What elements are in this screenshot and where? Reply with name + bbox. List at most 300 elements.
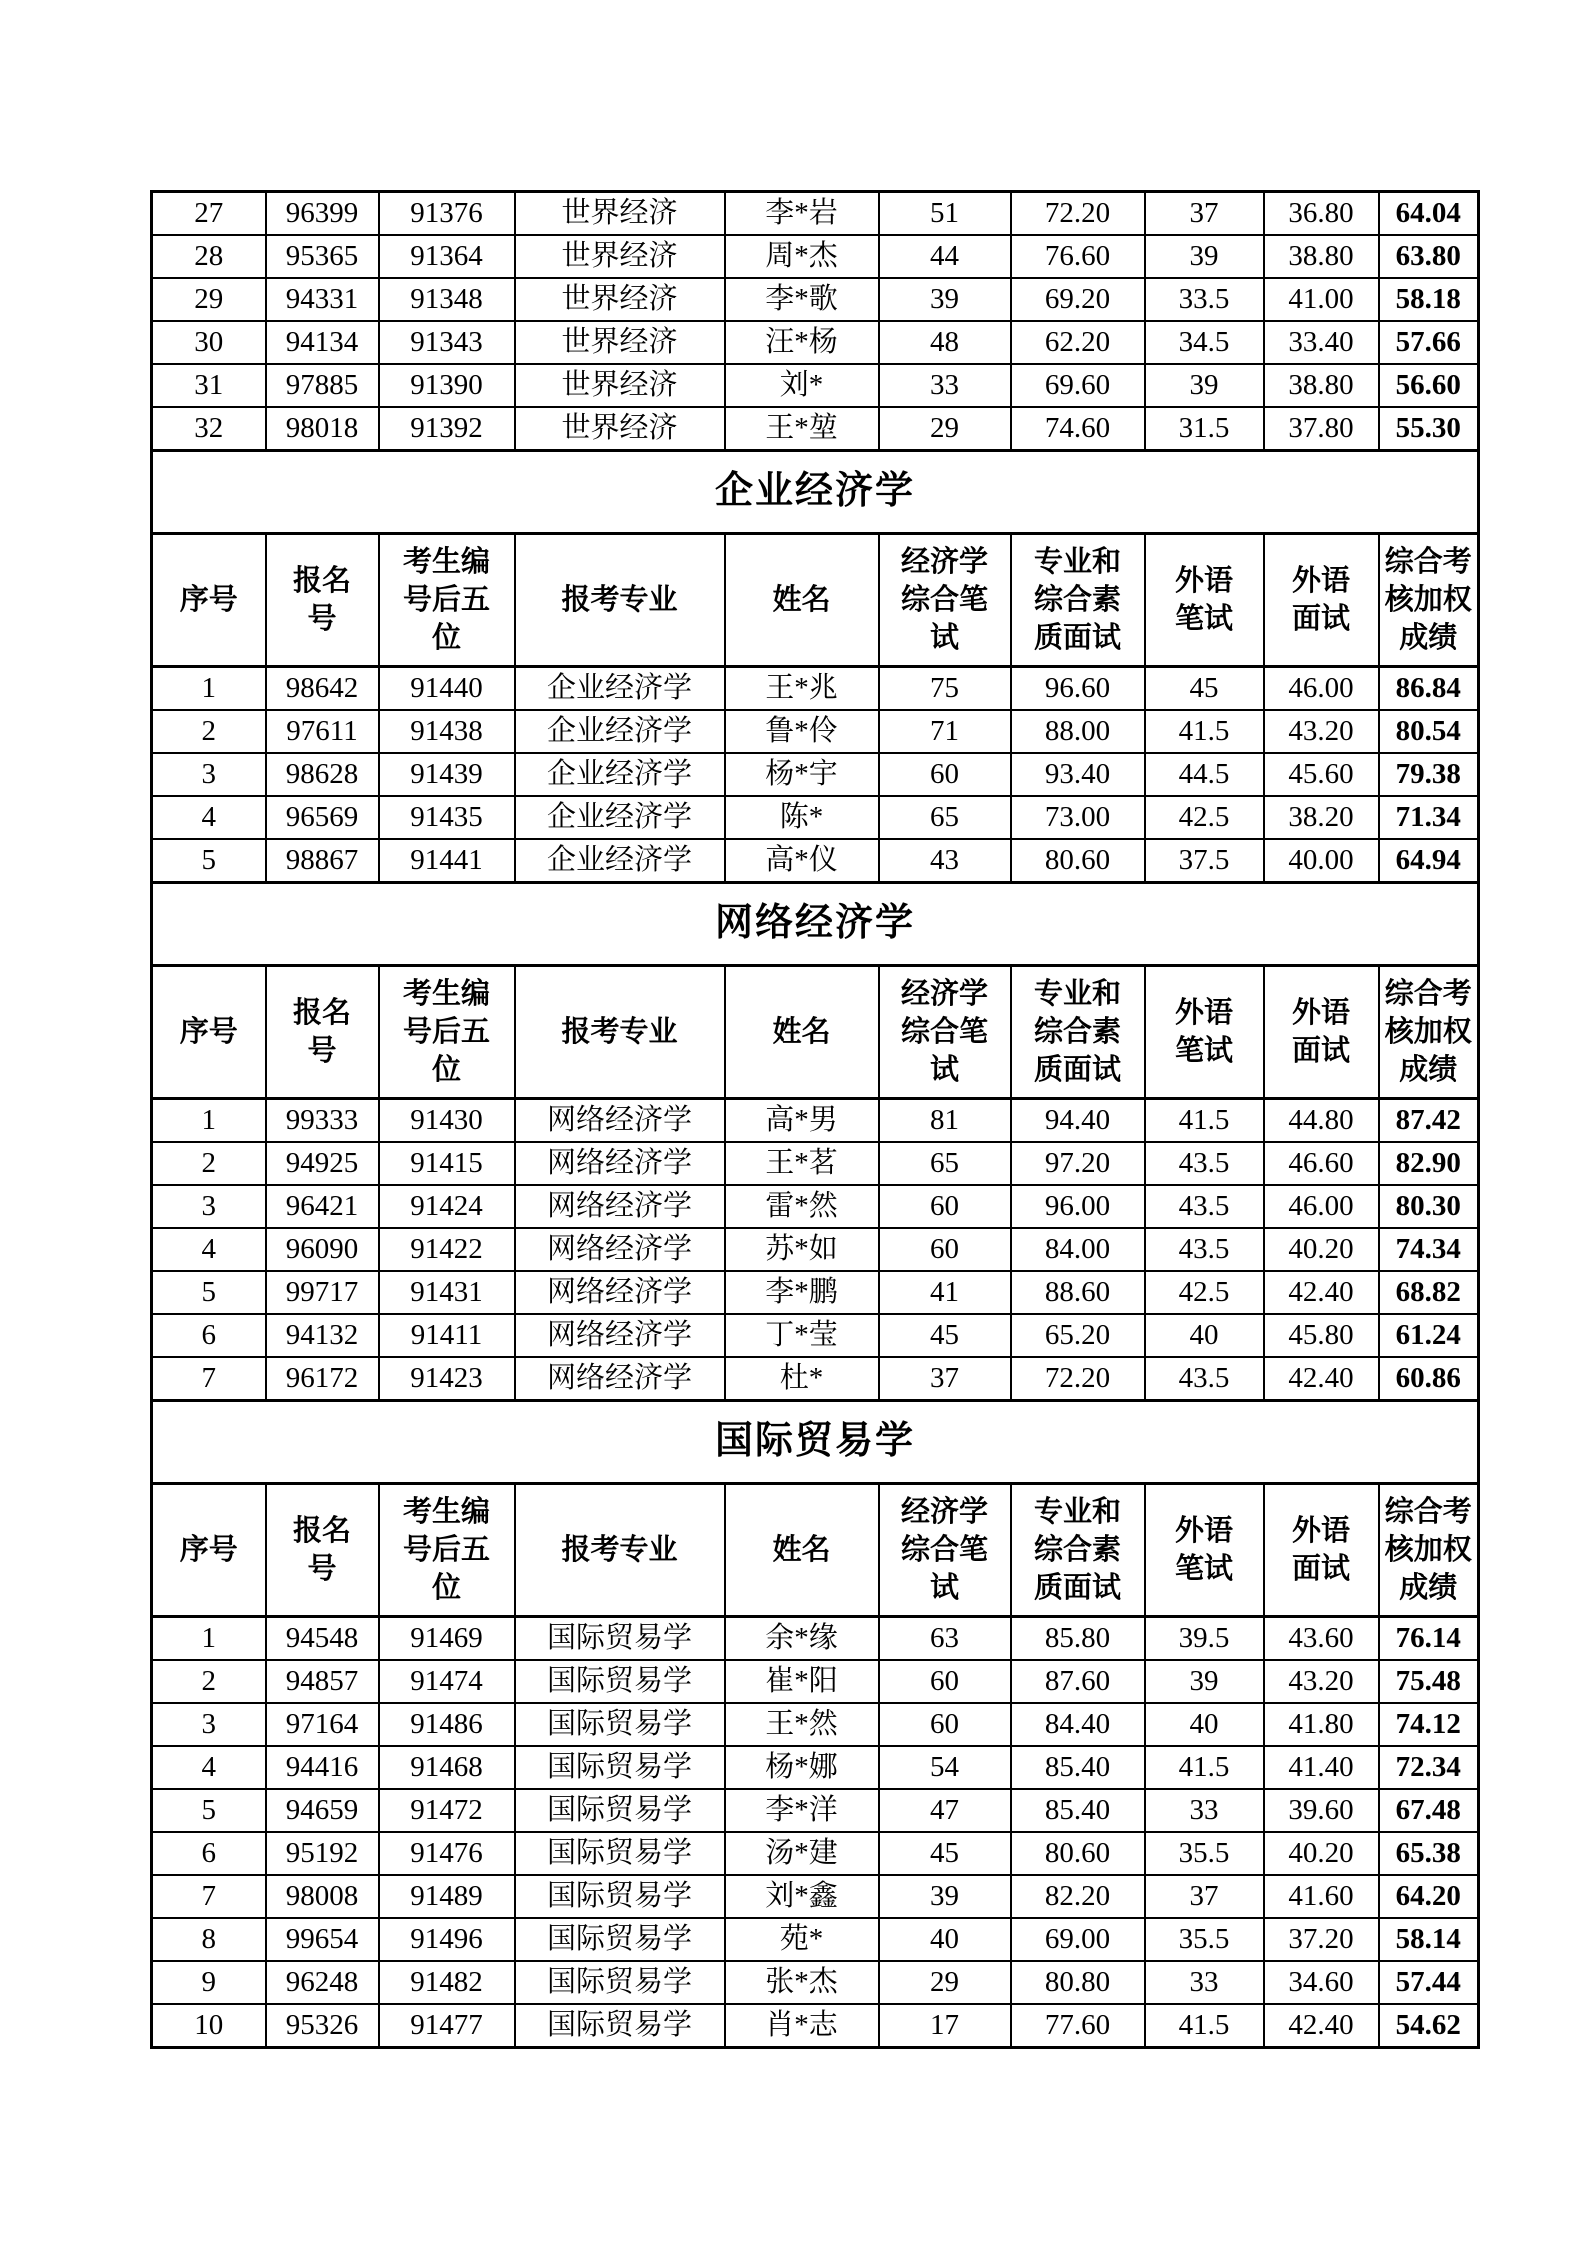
cell-weighted-score: 75.48 bbox=[1379, 1660, 1479, 1703]
column-header-major bbox=[515, 534, 725, 667]
cell-candidate-id5: 91423 bbox=[379, 1357, 515, 1401]
cell-major: 世界经济 bbox=[515, 192, 725, 236]
cell-seq: 5 bbox=[152, 1789, 266, 1832]
table-row bbox=[152, 192, 1479, 236]
cell-weighted-score: 57.44 bbox=[1379, 1961, 1479, 2004]
column-header-fl-interview bbox=[1264, 534, 1379, 667]
cell-name: 苏*如 bbox=[725, 1228, 879, 1271]
section-title: 网络经济学 bbox=[152, 883, 1479, 966]
table-row bbox=[152, 1832, 1479, 1875]
column-header-label: 外语笔试 bbox=[1174, 996, 1233, 1067]
cell-seq: 5 bbox=[152, 839, 266, 883]
section-title: 企业经济学 bbox=[152, 451, 1479, 534]
column-header-fl-written bbox=[1145, 534, 1264, 667]
cell-seq: 1 bbox=[152, 1617, 266, 1661]
column-header-seq bbox=[152, 1484, 266, 1617]
cell-interview: 80.80 bbox=[1011, 1961, 1145, 2004]
cell-name: 王*茗 bbox=[725, 1142, 879, 1185]
cell-candidate-id5: 91468 bbox=[379, 1746, 515, 1789]
cell-candidate-id5: 91392 bbox=[379, 407, 515, 451]
table-row bbox=[152, 796, 1479, 839]
table-row bbox=[152, 364, 1479, 407]
cell-weighted-score: 56.60 bbox=[1379, 364, 1479, 407]
cell-fl-written: 41.5 bbox=[1145, 1746, 1264, 1789]
cell-interview: 69.60 bbox=[1011, 364, 1145, 407]
cell-fl-interview: 43.20 bbox=[1264, 710, 1379, 753]
cell-econ-written: 39 bbox=[879, 1875, 1011, 1918]
cell-interview: 84.40 bbox=[1011, 1703, 1145, 1746]
cell-candidate-id5: 91474 bbox=[379, 1660, 515, 1703]
cell-econ-written: 60 bbox=[879, 1703, 1011, 1746]
cell-econ-written: 43 bbox=[879, 839, 1011, 883]
cell-major: 网络经济学 bbox=[515, 1142, 725, 1185]
cell-fl-written: 41.5 bbox=[1145, 710, 1264, 753]
cell-fl-written: 33 bbox=[1145, 1961, 1264, 2004]
cell-fl-written: 37 bbox=[1145, 1875, 1264, 1918]
cell-weighted-score: 82.90 bbox=[1379, 1142, 1479, 1185]
cell-candidate-id5: 91390 bbox=[379, 364, 515, 407]
table-row bbox=[152, 1228, 1479, 1271]
cell-reg-no: 95326 bbox=[266, 2004, 379, 2048]
column-header-label: 考生编号后五位 bbox=[402, 1495, 490, 1605]
table-row bbox=[152, 1789, 1479, 1832]
cell-candidate-id5: 91496 bbox=[379, 1918, 515, 1961]
cell-reg-no: 94132 bbox=[266, 1314, 379, 1357]
cell-candidate-id5: 91435 bbox=[379, 796, 515, 839]
column-header-name bbox=[725, 1484, 879, 1617]
table-row bbox=[152, 710, 1479, 753]
section-title-row bbox=[152, 883, 1479, 966]
cell-reg-no: 99333 bbox=[266, 1099, 379, 1143]
column-header-label: 外语面试 bbox=[1291, 996, 1350, 1067]
table-row bbox=[152, 1875, 1479, 1918]
cell-reg-no: 99654 bbox=[266, 1918, 379, 1961]
cell-fl-interview: 45.80 bbox=[1264, 1314, 1379, 1357]
cell-candidate-id5: 91489 bbox=[379, 1875, 515, 1918]
cell-candidate-id5: 91482 bbox=[379, 1961, 515, 2004]
cell-econ-written: 60 bbox=[879, 1660, 1011, 1703]
table-row bbox=[152, 1271, 1479, 1314]
cell-name: 王*然 bbox=[725, 1703, 879, 1746]
cell-weighted-score: 80.54 bbox=[1379, 710, 1479, 753]
cell-reg-no: 98628 bbox=[266, 753, 379, 796]
cell-weighted-score: 86.84 bbox=[1379, 667, 1479, 711]
cell-weighted-score: 72.34 bbox=[1379, 1746, 1479, 1789]
cell-candidate-id5: 91438 bbox=[379, 710, 515, 753]
cell-seq: 9 bbox=[152, 1961, 266, 2004]
cell-major: 国际贸易学 bbox=[515, 1660, 725, 1703]
cell-name: 刘* bbox=[725, 364, 879, 407]
cell-name: 鲁*伶 bbox=[725, 710, 879, 753]
cell-reg-no: 94659 bbox=[266, 1789, 379, 1832]
cell-reg-no: 98642 bbox=[266, 667, 379, 711]
cell-seq: 3 bbox=[152, 753, 266, 796]
cell-fl-interview: 46.60 bbox=[1264, 1142, 1379, 1185]
cell-name: 李*歌 bbox=[725, 278, 879, 321]
cell-seq: 1 bbox=[152, 667, 266, 711]
cell-interview: 72.20 bbox=[1011, 192, 1145, 236]
column-header-interview bbox=[1011, 966, 1145, 1099]
column-header-label: 考生编号后五位 bbox=[402, 545, 490, 655]
table-row bbox=[152, 1617, 1479, 1661]
cell-candidate-id5: 91430 bbox=[379, 1099, 515, 1143]
cell-reg-no: 96569 bbox=[266, 796, 379, 839]
cell-weighted-score: 54.62 bbox=[1379, 2004, 1479, 2048]
cell-major: 网络经济学 bbox=[515, 1228, 725, 1271]
cell-econ-written: 65 bbox=[879, 1142, 1011, 1185]
cell-interview: 84.00 bbox=[1011, 1228, 1145, 1271]
table-row bbox=[152, 1660, 1479, 1703]
cell-seq: 28 bbox=[152, 235, 266, 278]
cell-fl-interview: 38.80 bbox=[1264, 235, 1379, 278]
cell-fl-interview: 41.60 bbox=[1264, 1875, 1379, 1918]
cell-fl-written: 43.5 bbox=[1145, 1185, 1264, 1228]
cell-weighted-score: 80.30 bbox=[1379, 1185, 1479, 1228]
section-title: 国际贸易学 bbox=[152, 1401, 1479, 1484]
column-header-label: 序号 bbox=[179, 583, 238, 616]
column-header-label: 外语面试 bbox=[1291, 1514, 1350, 1585]
cell-fl-written: 39 bbox=[1145, 235, 1264, 278]
cell-interview: 69.20 bbox=[1011, 278, 1145, 321]
cell-fl-interview: 42.40 bbox=[1264, 1357, 1379, 1401]
column-header-fl-interview bbox=[1264, 1484, 1379, 1617]
cell-seq: 4 bbox=[152, 1746, 266, 1789]
cell-reg-no: 95365 bbox=[266, 235, 379, 278]
column-header-label: 报名号 bbox=[292, 996, 351, 1067]
column-header-label: 专业和综合素质面试 bbox=[1033, 1495, 1121, 1605]
column-header-econ-written bbox=[879, 1484, 1011, 1617]
column-header-label: 专业和综合素质面试 bbox=[1033, 977, 1121, 1087]
cell-fl-interview: 36.80 bbox=[1264, 192, 1379, 236]
cell-econ-written: 17 bbox=[879, 2004, 1011, 2048]
column-header-candidate-id5 bbox=[379, 966, 515, 1099]
cell-weighted-score: 60.86 bbox=[1379, 1357, 1479, 1401]
cell-fl-written: 43.5 bbox=[1145, 1357, 1264, 1401]
table-row bbox=[152, 321, 1479, 364]
cell-name: 雷*然 bbox=[725, 1185, 879, 1228]
column-header-seq bbox=[152, 534, 266, 667]
column-header-label: 序号 bbox=[179, 1533, 238, 1566]
cell-fl-interview: 46.00 bbox=[1264, 667, 1379, 711]
cell-fl-interview: 41.00 bbox=[1264, 278, 1379, 321]
cell-weighted-score: 87.42 bbox=[1379, 1099, 1479, 1143]
cell-interview: 73.00 bbox=[1011, 796, 1145, 839]
column-header-label: 报考专业 bbox=[561, 1015, 678, 1048]
column-header-label: 报考专业 bbox=[561, 1533, 678, 1566]
cell-name: 汪*杨 bbox=[725, 321, 879, 364]
cell-fl-written: 40 bbox=[1145, 1703, 1264, 1746]
table-row bbox=[152, 1142, 1479, 1185]
column-header-interview bbox=[1011, 1484, 1145, 1617]
cell-seq: 2 bbox=[152, 710, 266, 753]
cell-candidate-id5: 91441 bbox=[379, 839, 515, 883]
cell-fl-interview: 38.20 bbox=[1264, 796, 1379, 839]
cell-seq: 2 bbox=[152, 1142, 266, 1185]
results-table bbox=[150, 190, 1480, 2049]
cell-reg-no: 97885 bbox=[266, 364, 379, 407]
column-header-weighted-score bbox=[1379, 1484, 1479, 1617]
column-header-label: 姓名 bbox=[772, 583, 831, 616]
cell-econ-written: 51 bbox=[879, 192, 1011, 236]
cell-fl-written: 37 bbox=[1145, 192, 1264, 236]
cell-fl-interview: 40.20 bbox=[1264, 1228, 1379, 1271]
cell-interview: 88.60 bbox=[1011, 1271, 1145, 1314]
cell-major: 国际贸易学 bbox=[515, 1832, 725, 1875]
cell-weighted-score: 58.14 bbox=[1379, 1918, 1479, 1961]
cell-name: 王*堃 bbox=[725, 407, 879, 451]
cell-fl-written: 42.5 bbox=[1145, 1271, 1264, 1314]
table-row bbox=[152, 1099, 1479, 1143]
cell-seq: 2 bbox=[152, 1660, 266, 1703]
cell-seq: 31 bbox=[152, 364, 266, 407]
cell-econ-written: 60 bbox=[879, 1185, 1011, 1228]
column-header-seq bbox=[152, 966, 266, 1099]
cell-reg-no: 95192 bbox=[266, 1832, 379, 1875]
cell-name: 周*杰 bbox=[725, 235, 879, 278]
cell-fl-written: 40 bbox=[1145, 1314, 1264, 1357]
cell-fl-written: 33.5 bbox=[1145, 278, 1264, 321]
cell-interview: 77.60 bbox=[1011, 2004, 1145, 2048]
cell-econ-written: 75 bbox=[879, 667, 1011, 711]
cell-fl-interview: 38.80 bbox=[1264, 364, 1379, 407]
cell-major: 网络经济学 bbox=[515, 1185, 725, 1228]
cell-interview: 76.60 bbox=[1011, 235, 1145, 278]
cell-reg-no: 98008 bbox=[266, 1875, 379, 1918]
column-header-interview bbox=[1011, 534, 1145, 667]
cell-reg-no: 94548 bbox=[266, 1617, 379, 1661]
cell-fl-interview: 37.80 bbox=[1264, 407, 1379, 451]
cell-name: 杜* bbox=[725, 1357, 879, 1401]
cell-interview: 88.00 bbox=[1011, 710, 1145, 753]
cell-name: 李*鹏 bbox=[725, 1271, 879, 1314]
cell-econ-written: 44 bbox=[879, 235, 1011, 278]
cell-reg-no: 94134 bbox=[266, 321, 379, 364]
cell-reg-no: 94925 bbox=[266, 1142, 379, 1185]
column-header-label: 经济学综合笔试 bbox=[900, 545, 988, 655]
cell-interview: 65.20 bbox=[1011, 1314, 1145, 1357]
cell-econ-written: 63 bbox=[879, 1617, 1011, 1661]
cell-name: 张*杰 bbox=[725, 1961, 879, 2004]
cell-fl-interview: 41.40 bbox=[1264, 1746, 1379, 1789]
column-header-label: 报考专业 bbox=[561, 583, 678, 616]
cell-weighted-score: 74.12 bbox=[1379, 1703, 1479, 1746]
cell-reg-no: 94857 bbox=[266, 1660, 379, 1703]
cell-name: 李*岩 bbox=[725, 192, 879, 236]
column-header-label: 专业和综合素质面试 bbox=[1033, 545, 1121, 655]
column-header-label: 外语面试 bbox=[1291, 564, 1350, 635]
cell-weighted-score: 64.94 bbox=[1379, 839, 1479, 883]
cell-candidate-id5: 91415 bbox=[379, 1142, 515, 1185]
column-header-label: 报名号 bbox=[292, 564, 351, 635]
cell-fl-written: 39.5 bbox=[1145, 1617, 1264, 1661]
column-header-label: 综合考核加权成绩 bbox=[1384, 545, 1472, 655]
cell-fl-written: 41.5 bbox=[1145, 2004, 1264, 2048]
cell-candidate-id5: 91364 bbox=[379, 235, 515, 278]
column-header-fl-written bbox=[1145, 966, 1264, 1099]
cell-fl-interview: 42.40 bbox=[1264, 1271, 1379, 1314]
cell-interview: 85.40 bbox=[1011, 1746, 1145, 1789]
cell-seq: 4 bbox=[152, 796, 266, 839]
section-title-row bbox=[152, 1401, 1479, 1484]
cell-interview: 96.00 bbox=[1011, 1185, 1145, 1228]
table-row bbox=[152, 1918, 1479, 1961]
column-header-label: 姓名 bbox=[772, 1015, 831, 1048]
cell-interview: 97.20 bbox=[1011, 1142, 1145, 1185]
cell-interview: 85.40 bbox=[1011, 1789, 1145, 1832]
cell-seq: 27 bbox=[152, 192, 266, 236]
cell-major: 网络经济学 bbox=[515, 1271, 725, 1314]
cell-fl-written: 37.5 bbox=[1145, 839, 1264, 883]
column-header-label: 姓名 bbox=[772, 1533, 831, 1566]
cell-fl-interview: 40.20 bbox=[1264, 1832, 1379, 1875]
cell-fl-written: 35.5 bbox=[1145, 1832, 1264, 1875]
cell-major: 企业经济学 bbox=[515, 710, 725, 753]
column-header-major bbox=[515, 1484, 725, 1617]
cell-seq: 5 bbox=[152, 1271, 266, 1314]
cell-name: 王*兆 bbox=[725, 667, 879, 711]
cell-major: 世界经济 bbox=[515, 364, 725, 407]
cell-econ-written: 65 bbox=[879, 796, 1011, 839]
cell-econ-written: 37 bbox=[879, 1357, 1011, 1401]
column-header-reg-no bbox=[266, 534, 379, 667]
cell-fl-written: 31.5 bbox=[1145, 407, 1264, 451]
cell-fl-interview: 44.80 bbox=[1264, 1099, 1379, 1143]
cell-fl-written: 41.5 bbox=[1145, 1099, 1264, 1143]
cell-seq: 29 bbox=[152, 278, 266, 321]
cell-major: 企业经济学 bbox=[515, 753, 725, 796]
cell-fl-interview: 46.00 bbox=[1264, 1185, 1379, 1228]
cell-seq: 30 bbox=[152, 321, 266, 364]
cell-major: 网络经济学 bbox=[515, 1357, 725, 1401]
cell-econ-written: 39 bbox=[879, 278, 1011, 321]
cell-seq: 3 bbox=[152, 1185, 266, 1228]
cell-fl-written: 45 bbox=[1145, 667, 1264, 711]
cell-name: 汤*建 bbox=[725, 1832, 879, 1875]
cell-econ-written: 71 bbox=[879, 710, 1011, 753]
cell-name: 杨*宇 bbox=[725, 753, 879, 796]
cell-fl-interview: 43.20 bbox=[1264, 1660, 1379, 1703]
cell-interview: 80.60 bbox=[1011, 1832, 1145, 1875]
table-row bbox=[152, 667, 1479, 711]
cell-econ-written: 41 bbox=[879, 1271, 1011, 1314]
cell-seq: 10 bbox=[152, 2004, 266, 2048]
table-row bbox=[152, 1314, 1479, 1357]
cell-candidate-id5: 91439 bbox=[379, 753, 515, 796]
cell-name: 余*缘 bbox=[725, 1617, 879, 1661]
cell-fl-interview: 42.40 bbox=[1264, 2004, 1379, 2048]
cell-interview: 74.60 bbox=[1011, 407, 1145, 451]
cell-seq: 6 bbox=[152, 1832, 266, 1875]
cell-major: 国际贸易学 bbox=[515, 1875, 725, 1918]
cell-fl-written: 44.5 bbox=[1145, 753, 1264, 796]
table-row bbox=[152, 235, 1479, 278]
cell-reg-no: 96090 bbox=[266, 1228, 379, 1271]
cell-fl-written: 34.5 bbox=[1145, 321, 1264, 364]
cell-interview: 80.60 bbox=[1011, 839, 1145, 883]
cell-major: 国际贸易学 bbox=[515, 2004, 725, 2048]
cell-econ-written: 33 bbox=[879, 364, 1011, 407]
cell-reg-no: 99717 bbox=[266, 1271, 379, 1314]
cell-fl-interview: 33.40 bbox=[1264, 321, 1379, 364]
cell-reg-no: 98867 bbox=[266, 839, 379, 883]
cell-reg-no: 96421 bbox=[266, 1185, 379, 1228]
cell-fl-interview: 41.80 bbox=[1264, 1703, 1379, 1746]
section-title-row bbox=[152, 451, 1479, 534]
column-header-label: 报名号 bbox=[292, 1514, 351, 1585]
cell-major: 世界经济 bbox=[515, 407, 725, 451]
cell-weighted-score: 64.20 bbox=[1379, 1875, 1479, 1918]
cell-reg-no: 98018 bbox=[266, 407, 379, 451]
cell-econ-written: 45 bbox=[879, 1832, 1011, 1875]
cell-candidate-id5: 91472 bbox=[379, 1789, 515, 1832]
cell-candidate-id5: 91440 bbox=[379, 667, 515, 711]
cell-name: 高*仪 bbox=[725, 839, 879, 883]
cell-major: 世界经济 bbox=[515, 235, 725, 278]
cell-candidate-id5: 91348 bbox=[379, 278, 515, 321]
cell-reg-no: 97611 bbox=[266, 710, 379, 753]
cell-interview: 94.40 bbox=[1011, 1099, 1145, 1143]
cell-econ-written: 40 bbox=[879, 1918, 1011, 1961]
column-header-name bbox=[725, 966, 879, 1099]
cell-name: 丁*莹 bbox=[725, 1314, 879, 1357]
cell-fl-written: 43.5 bbox=[1145, 1142, 1264, 1185]
column-header-candidate-id5 bbox=[379, 534, 515, 667]
cell-seq: 4 bbox=[152, 1228, 266, 1271]
cell-seq: 32 bbox=[152, 407, 266, 451]
column-header-label: 外语笔试 bbox=[1174, 564, 1233, 635]
results-table-body bbox=[152, 192, 1479, 2048]
cell-candidate-id5: 91476 bbox=[379, 1832, 515, 1875]
cell-reg-no: 97164 bbox=[266, 1703, 379, 1746]
cell-reg-no: 94331 bbox=[266, 278, 379, 321]
cell-name: 杨*娜 bbox=[725, 1746, 879, 1789]
cell-reg-no: 96172 bbox=[266, 1357, 379, 1401]
cell-major: 企业经济学 bbox=[515, 839, 725, 883]
cell-candidate-id5: 91422 bbox=[379, 1228, 515, 1271]
cell-fl-written: 33 bbox=[1145, 1789, 1264, 1832]
cell-fl-written: 43.5 bbox=[1145, 1228, 1264, 1271]
cell-name: 肖*志 bbox=[725, 2004, 879, 2048]
cell-seq: 1 bbox=[152, 1099, 266, 1143]
cell-name: 刘*鑫 bbox=[725, 1875, 879, 1918]
cell-weighted-score: 67.48 bbox=[1379, 1789, 1479, 1832]
cell-seq: 3 bbox=[152, 1703, 266, 1746]
column-header-fl-interview bbox=[1264, 966, 1379, 1099]
cell-major: 国际贸易学 bbox=[515, 1617, 725, 1661]
cell-weighted-score: 64.04 bbox=[1379, 192, 1479, 236]
header-row bbox=[152, 1484, 1479, 1617]
cell-reg-no: 96248 bbox=[266, 1961, 379, 2004]
column-header-candidate-id5 bbox=[379, 1484, 515, 1617]
column-header-reg-no bbox=[266, 1484, 379, 1617]
cell-weighted-score: 61.24 bbox=[1379, 1314, 1479, 1357]
cell-major: 企业经济学 bbox=[515, 796, 725, 839]
cell-reg-no: 96399 bbox=[266, 192, 379, 236]
cell-fl-interview: 37.20 bbox=[1264, 1918, 1379, 1961]
cell-weighted-score: 55.30 bbox=[1379, 407, 1479, 451]
cell-seq: 7 bbox=[152, 1875, 266, 1918]
cell-major: 企业经济学 bbox=[515, 667, 725, 711]
cell-interview: 93.40 bbox=[1011, 753, 1145, 796]
results-table-container bbox=[150, 190, 1477, 2049]
cell-econ-written: 81 bbox=[879, 1099, 1011, 1143]
cell-weighted-score: 58.18 bbox=[1379, 278, 1479, 321]
cell-fl-interview: 40.00 bbox=[1264, 839, 1379, 883]
table-row bbox=[152, 1703, 1479, 1746]
cell-major: 世界经济 bbox=[515, 321, 725, 364]
cell-econ-written: 29 bbox=[879, 407, 1011, 451]
cell-fl-written: 39 bbox=[1145, 1660, 1264, 1703]
